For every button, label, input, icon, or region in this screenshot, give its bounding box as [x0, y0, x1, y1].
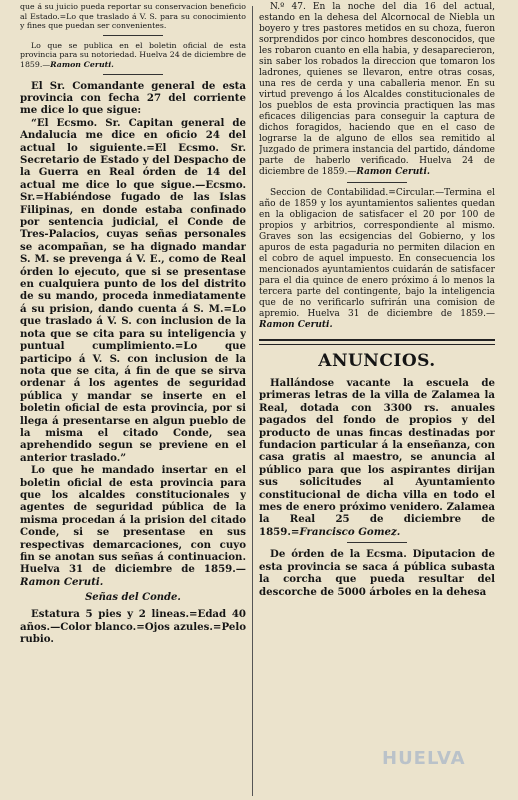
senas-title: Señas del Conde.	[85, 592, 181, 604]
signature: Francisco Gomez.	[299, 525, 401, 538]
paragraph-publicacion-text: Lo que se publica en el boletin oficial de esta provincia para su notoriedad. Huelva 24 de diciembre de 1859.—	[20, 40, 246, 69]
short-rule	[347, 542, 407, 543]
paragraph-contabilidad	[259, 188, 495, 331]
paragraph-mandado-insertar	[20, 464, 246, 588]
paragraph-escuela-vacante	[259, 377, 495, 538]
paragraph-escuela-text: Hallándose vacante la escuela de primeras letras de la villa de Zalamea la Real, dotada con 3300 rs. anuales pagados del fondo de propios y del producto de unas fincas destinadas por fundacion particular á la enseñanza, con casa gratis al maestro, se anuncia al público para que los aspirantes dirijan sus solicitudes al Ayuntamiento constitucional de dicha villa en todo el mes de enero próximo venidero. Zalamea la Real 25 de diciembre de 1859.=	[259, 377, 495, 538]
paragraph-mandado-text: Lo que he mandado insertar en el boletin oficial de esta provincia para que los alcaldes constitucionales y agentes de seguridad pública de la misma procedan á la prision del citado Conde, si se presentase en sus respectivas demarcaciones, con cuyo fin se anotan sus señas á continuacion. Huelva 31 de diciembre de 1859.—	[20, 464, 246, 576]
huelva-watermark: HUELVA	[382, 748, 466, 769]
right-column	[259, 2, 495, 598]
signature: Ramon Ceruti.	[356, 167, 430, 177]
paragraph-conservacion: que á su juicio pueda reportar su conservacion beneficio al Estado.=Lo que traslado á V. S. para su conocimiento y fines que puedan ser convenientes.	[20, 2, 246, 31]
paragraph-publicacion	[20, 41, 246, 70]
paragraph-senas: Estatura 5 pies y 2 lineas.=Edad 40 años.—Color blanco.=Ojos azules.=Pelo rubio.	[20, 608, 246, 646]
short-rule	[347, 182, 407, 183]
anuncios-heading: ANUNCIOS.	[318, 351, 436, 371]
paragraph-robo-text: N.º 47. En la noche del dia 16 del actual, estando en la dehesa del Alcornocal de Niebla un boyero y tres pastores metidos en su choza, fueron sorprendidos por cinco hombres desconocidos, que les robaron cuanto en ella habia, y desaparecieron, sin saber los robados la direccion que tomaron los ladrones, quienes se llevaron, entre otras cosas, una res de cerda y una caballeria menor. En su virtud prevengo á los Alcaldes constitucionales de los pueblos de esta provincia practiquen las mas eficaces diligencias para conseguir la captura de dichos foragidos, haciendo que en el caso de lograrse la de alguno de ellos sea remitido al Juzgado de primera instancia del partido, dándome parte de haberlo verificado. Huelva 24 de diciembre de 1859.—	[259, 2, 495, 177]
paragraph-robo-alcornocal	[259, 2, 495, 178]
section-rule	[259, 339, 495, 345]
signature: Ramon Ceruti.	[259, 320, 333, 330]
paragraph-capitan-general: “El Ecsmo. Sr. Capitan general de Andalucia me dice en oficio 24 del actual lo siguiente.=El Ecsmo. Sr. Secretario de Estado y del Despacho de la Guerra en Real órden de 14 del actual me dice lo que sigue.—Ecsmo. Sr.=Habiéndose fugado de las Islas Filipinas, en donde estaba confinado por sentencia judicial, el Conde de Tres-Palacios, cuyas señas personales se acompañan, se ha dignado mandar S. M. se prevenga á V. E., como de Real órden lo ejecuto, que si se presentase en cualquiera punto de los del distrito de su mando, proceda inmediatamente á su prision, dando cuenta á S. M.=Lo que traslado á V. S. con inclusion de la nota que se cita para su inteligencia y puntual cumplimiento.=Lo que participo á V. S. con inclusion de la nota que se cita, á fin de que se sirva ordenar á los agentes de seguridad pública y mandar se inserte en el boletin oficial de esta provincia, por si llega á presentarse en algun pueblo de la misma el citado Conde, sea aprehendido segun se previene en el anterior traslado.”	[20, 116, 246, 464]
short-rule	[103, 35, 163, 36]
paragraph-subasta-corcha: De órden de la Ecsma. Diputacion de esta provincia se saca á pública subasta la corcha que pueda resultar del descorche de 5000 árboles en la dehesa	[259, 548, 495, 598]
paragraph-contabilidad-text: Seccion de Contabilidad.=Circular.—Termina el año de 1859 y los ayuntamientos salientes quedan en la obligacion de satisfacer el 20 por 100 de propios y arbitrios, correspondiente al mismo. Graves son las ecsigencias del Gobierno, y los apuros de esta pagaduria no permiten dilacion en el cobro de aquel impuesto. En consecuencia los mencionados ayuntamientos cuidarán de satisfacer para el dia quince de enero próximo á lo menos la tercera parte del contingente, bajo la inteligencia que de no verificarlo sufrirán una comision de apremio. Huelva 31 de diciembre de 1859.—	[259, 188, 495, 319]
left-column	[20, 2, 246, 645]
paragraph-comandante: El Sr. Comandante general de esta provincia con fecha 27 del corriente me dice lo que sigue:	[20, 79, 246, 117]
signature: Ramon Ceruti.	[20, 575, 104, 588]
signature: Ramon Ceruti.	[50, 59, 114, 69]
column-divider	[252, 6, 253, 796]
short-rule	[103, 74, 163, 75]
